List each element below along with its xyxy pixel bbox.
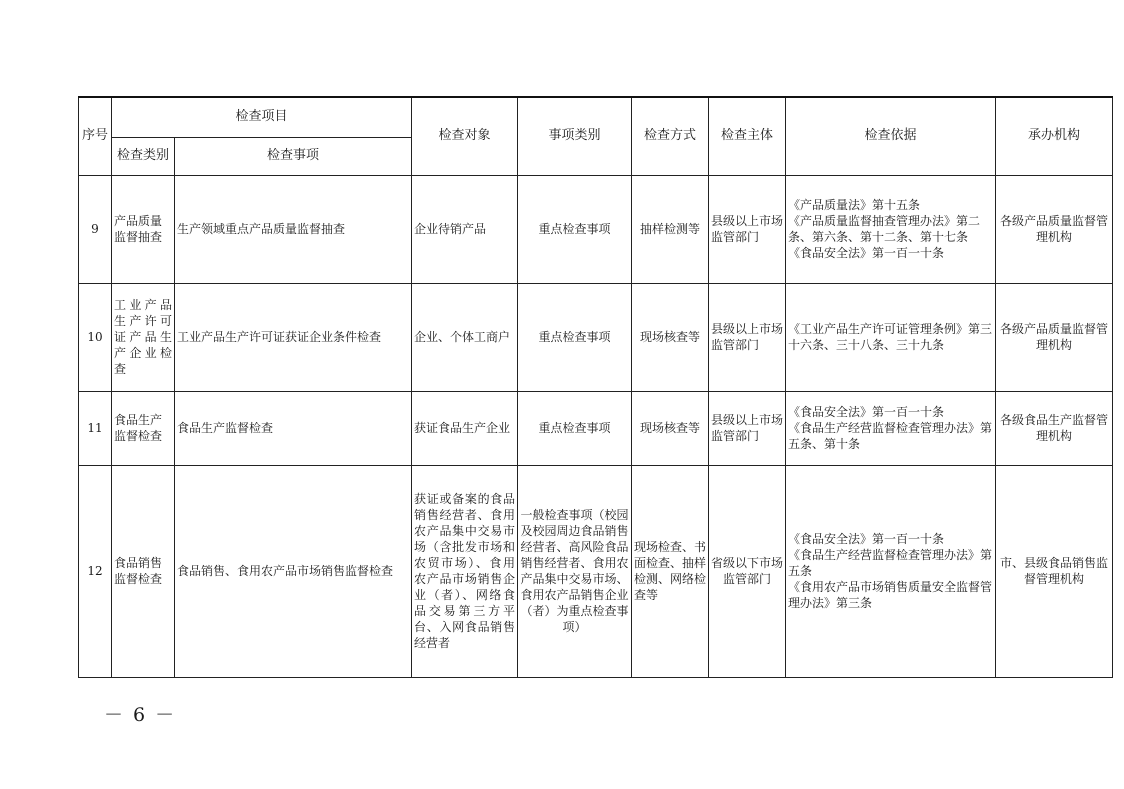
cell-agency: 各级产品质量监督管理机构 bbox=[996, 175, 1113, 283]
cell-category: 工业产品生产许可证产品生产企业检查 bbox=[112, 283, 175, 391]
cell-category: 食品生产监督检查 bbox=[112, 391, 175, 465]
cell-object: 获证或备案的食品销售经营者、食用农产品集中交易市场（含批发市场和农贸市场）、食用农产品市场销售企业（者）、网络食品交易第三方平台、入网食品销售经营者 bbox=[412, 465, 518, 677]
header-item-group: 检查项目 bbox=[112, 97, 412, 137]
cell-object: 企业待销产品 bbox=[412, 175, 518, 283]
cell-item-type: 重点检查事项 bbox=[518, 283, 632, 391]
table-row bbox=[79, 465, 1113, 677]
cell-subject: 县级以上市场监管部门 bbox=[709, 391, 786, 465]
cell-agency: 各级食品生产监督管理机构 bbox=[996, 391, 1113, 465]
cell-agency: 各级产品质量监督管理机构 bbox=[996, 283, 1113, 391]
header-agency: 承办机构 bbox=[996, 97, 1113, 175]
cell-category: 食品销售监督检查 bbox=[112, 465, 175, 677]
table-row bbox=[79, 175, 1113, 283]
cell-basis: 《食品安全法》第一百一十条 《食品生产经营监督检查管理办法》第五条、第十条 bbox=[786, 391, 996, 465]
table-row bbox=[79, 283, 1113, 391]
cell-basis: 《产品质量法》第十五条 《产品质量监督抽查管理办法》第二条、第六条、第十二条、第十七条 《食品安全法》第一百一十条 bbox=[786, 175, 996, 283]
cell-subject: 县级以上市场监管部门 bbox=[709, 283, 786, 391]
cell-matter: 生产领域重点产品质量监督抽查 bbox=[175, 175, 412, 283]
cell-seq: 10 bbox=[79, 283, 112, 391]
cell-item-type: 一般检查事项（校园及校园周边食品销售经营者、高风险食品销售经营者、食用农产品集中交易市场、食用农产品销售企业（者）为重点检查事项） bbox=[518, 465, 632, 677]
cell-matter: 工业产品生产许可证获证企业条件检查 bbox=[175, 283, 412, 391]
header-subject: 检查主体 bbox=[709, 97, 786, 175]
page-number: － 6 － bbox=[104, 704, 177, 726]
cell-category: 产品质量监督抽查 bbox=[112, 175, 175, 283]
cell-item-type: 重点检查事项 bbox=[518, 391, 632, 465]
cell-seq: 9 bbox=[79, 175, 112, 283]
header-basis: 检查依据 bbox=[786, 97, 996, 175]
header-category: 检查类别 bbox=[112, 137, 175, 175]
cell-subject: 县级以上市场监管部门 bbox=[709, 175, 786, 283]
cell-agency: 市、县级食品销售监督管理机构 bbox=[996, 465, 1113, 677]
cell-matter: 食品销售、食用农产品市场销售监督检查 bbox=[175, 465, 412, 677]
cell-subject: 省级以下市场监管部门 bbox=[709, 465, 786, 677]
cell-basis: 《工业产品生产许可证管理条例》第三十六条、三十八条、三十九条 bbox=[786, 283, 996, 391]
cell-item-type: 重点检查事项 bbox=[518, 175, 632, 283]
header-method: 检查方式 bbox=[632, 97, 709, 175]
cell-method: 抽样检测等 bbox=[632, 175, 709, 283]
cell-method: 现场核查等 bbox=[632, 391, 709, 465]
header-seq: 序号 bbox=[79, 97, 112, 175]
cell-object: 获证食品生产企业 bbox=[412, 391, 518, 465]
cell-method: 现场核查等 bbox=[632, 283, 709, 391]
cell-object: 企业、个体工商户 bbox=[412, 283, 518, 391]
header-matter: 检查事项 bbox=[175, 137, 412, 175]
table-row bbox=[79, 391, 1113, 465]
header-item-type: 事项类别 bbox=[518, 97, 632, 175]
cell-seq: 12 bbox=[79, 465, 112, 677]
cell-seq: 11 bbox=[79, 391, 112, 465]
inspection-table bbox=[78, 96, 1113, 678]
cell-matter: 食品生产监督检查 bbox=[175, 391, 412, 465]
header-object: 检查对象 bbox=[412, 97, 518, 175]
cell-basis: 《食品安全法》第一百一十条 《食品生产经营监督检查管理办法》第五条 《食用农产品市场销售质量安全监督管理办法》第三条 bbox=[786, 465, 996, 677]
cell-method: 现场检查、书面检查、抽样检测、网络检查等 bbox=[632, 465, 709, 677]
